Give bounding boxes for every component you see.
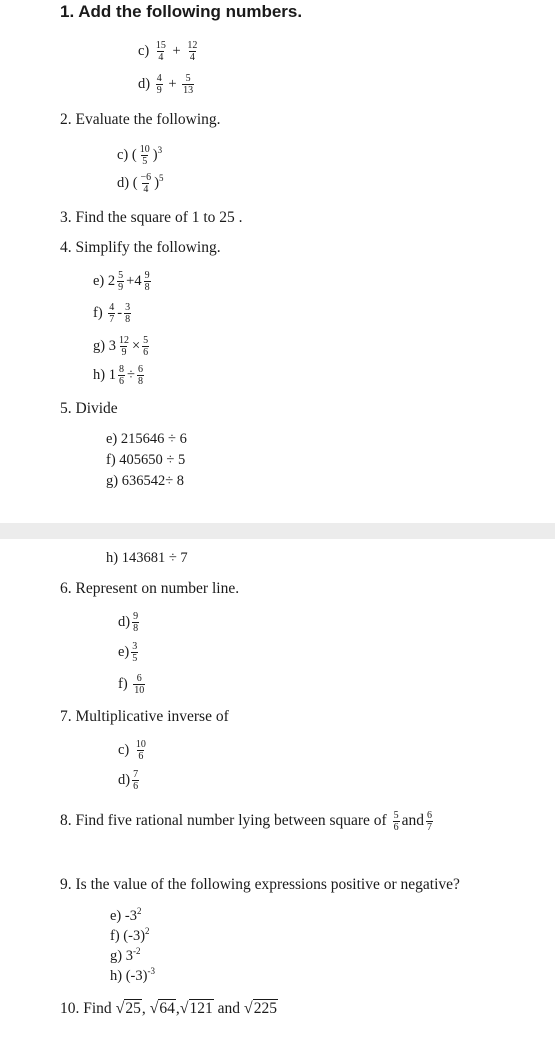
item-label: h) 1 xyxy=(93,366,116,383)
separator: , xyxy=(141,1000,146,1017)
fraction: $\frac{8}{6}$ xyxy=(118,364,124,387)
question-5-title: 5. Divide xyxy=(60,400,118,417)
q5-item-f: f) 405650 ÷ 5 xyxy=(106,452,186,468)
fraction: $\frac{15}{4}$ xyxy=(155,40,166,63)
question-2-title: 2. Evaluate the following. xyxy=(60,111,221,128)
square-root: √121 xyxy=(179,1000,213,1017)
item-label: e) xyxy=(118,643,130,660)
q1-item-d xyxy=(138,73,196,96)
fraction: $\frac{3}{5}$ xyxy=(132,641,138,664)
question-7-title: 7. Multiplicative inverse of xyxy=(60,708,229,725)
question-4-title: 4. Simplify the following. xyxy=(60,239,221,256)
question-10 xyxy=(60,1000,278,1018)
item-label: c) xyxy=(118,741,130,758)
and-text: and xyxy=(401,812,424,830)
fraction: $\frac{5}{13}$ xyxy=(183,73,194,96)
fraction: $\frac{10}{5}$ xyxy=(139,144,150,167)
operator: × xyxy=(131,337,141,354)
fraction: $\frac{6}{10}$ xyxy=(134,673,145,696)
fraction: $\frac{9}{8}$ xyxy=(133,611,139,634)
exponent: 2 xyxy=(145,926,150,936)
square-root: √25 xyxy=(115,1000,141,1017)
q9-item-f: f) $(-3)^2$ xyxy=(110,926,150,944)
separator: , xyxy=(175,1000,180,1017)
item-label: d) ( xyxy=(117,174,138,191)
item-label: f) xyxy=(93,304,103,321)
operator: ÷ xyxy=(126,366,135,383)
exponent: -2 xyxy=(132,946,141,956)
q9-item-g: g) $3^{-2}$ xyxy=(110,946,141,964)
q4-item-g xyxy=(93,335,151,358)
operator: + xyxy=(168,75,177,92)
fraction: $\frac{9}{8}$ xyxy=(144,270,150,293)
and-text: and xyxy=(217,1000,241,1017)
q4-item-h xyxy=(93,364,146,387)
operator: - xyxy=(117,304,123,321)
question-8-title: 8. Find five rational number lying between square of xyxy=(60,812,387,830)
fraction: $\frac{-6}{4}$ xyxy=(140,172,152,195)
q5-item-g: g) 636542÷ 8 xyxy=(106,473,185,489)
fraction: $\frac{6}{8}$ xyxy=(137,364,143,387)
page-divider xyxy=(0,523,555,539)
paren: ) xyxy=(154,174,160,191)
fraction: $\frac{4}{7}$ xyxy=(109,302,115,325)
q9-item-h: h) $(-3)^{-3}$ xyxy=(110,966,155,984)
exponent: -3 xyxy=(147,966,155,976)
exponent: 3 xyxy=(157,145,163,155)
fraction: $\frac{6}{7}$ xyxy=(426,810,432,833)
q7-item-d xyxy=(118,769,141,792)
fraction: $\frac{4}{9}$ xyxy=(156,73,162,96)
paren: ) xyxy=(152,146,158,163)
q2-item-c xyxy=(117,144,162,167)
question-6-title: 6. Represent on number line. xyxy=(60,580,240,597)
q5-item-h: h) 143681 ÷ 7 xyxy=(106,550,188,566)
operator: +4 xyxy=(126,272,142,289)
q1-item-c xyxy=(138,40,200,63)
fraction: $\frac{5}{6}$ xyxy=(393,810,399,833)
q5-item-e: e) 215646 ÷ 6 xyxy=(106,431,187,447)
item-label: e) 2 xyxy=(93,272,116,289)
question-8 xyxy=(60,810,435,833)
q4-item-f xyxy=(93,302,133,325)
fraction: $\frac{10}{6}$ xyxy=(135,739,146,762)
q9-item-e: e) $-3^2$ xyxy=(110,906,142,924)
q6-item-e xyxy=(118,641,140,664)
fraction: $\frac{5}{6}$ xyxy=(143,335,149,358)
q4-item-e xyxy=(93,270,153,293)
q7-item-c xyxy=(118,739,149,762)
fraction: $\frac{12}{4}$ xyxy=(187,40,198,63)
square-root: √225 xyxy=(243,1000,277,1017)
q6-item-d xyxy=(118,611,141,634)
fraction: $\frac{12}{9}$ xyxy=(118,335,129,358)
q6-item-f xyxy=(118,673,147,696)
item-label: d) xyxy=(118,771,131,788)
fraction: $\frac{3}{8}$ xyxy=(125,302,131,325)
item-label: d) xyxy=(118,613,131,630)
item-label: g) 3 xyxy=(93,337,116,354)
square-root: √64 xyxy=(149,1000,175,1017)
item-label: c) ( xyxy=(117,146,137,163)
operator: + xyxy=(172,42,181,59)
question-9-title: 9. Is the value of the following expressions positive or negative? xyxy=(60,876,460,893)
fraction: $\frac{5}{9}$ xyxy=(118,270,124,293)
item-label: f) xyxy=(118,675,128,692)
fraction: $\frac{7}{6}$ xyxy=(133,769,139,792)
exponent: 2 xyxy=(136,906,142,916)
question-10-title: 10. Find xyxy=(60,1000,112,1017)
exponent: 5 xyxy=(159,173,164,183)
question-1-title: 1. Add the following numbers. xyxy=(60,2,303,21)
item-label: d) xyxy=(138,75,151,92)
q2-item-d xyxy=(117,172,164,195)
item-label: c) xyxy=(138,42,150,59)
question-3-title: 3. Find the square of 1 to 25 . xyxy=(60,209,243,226)
